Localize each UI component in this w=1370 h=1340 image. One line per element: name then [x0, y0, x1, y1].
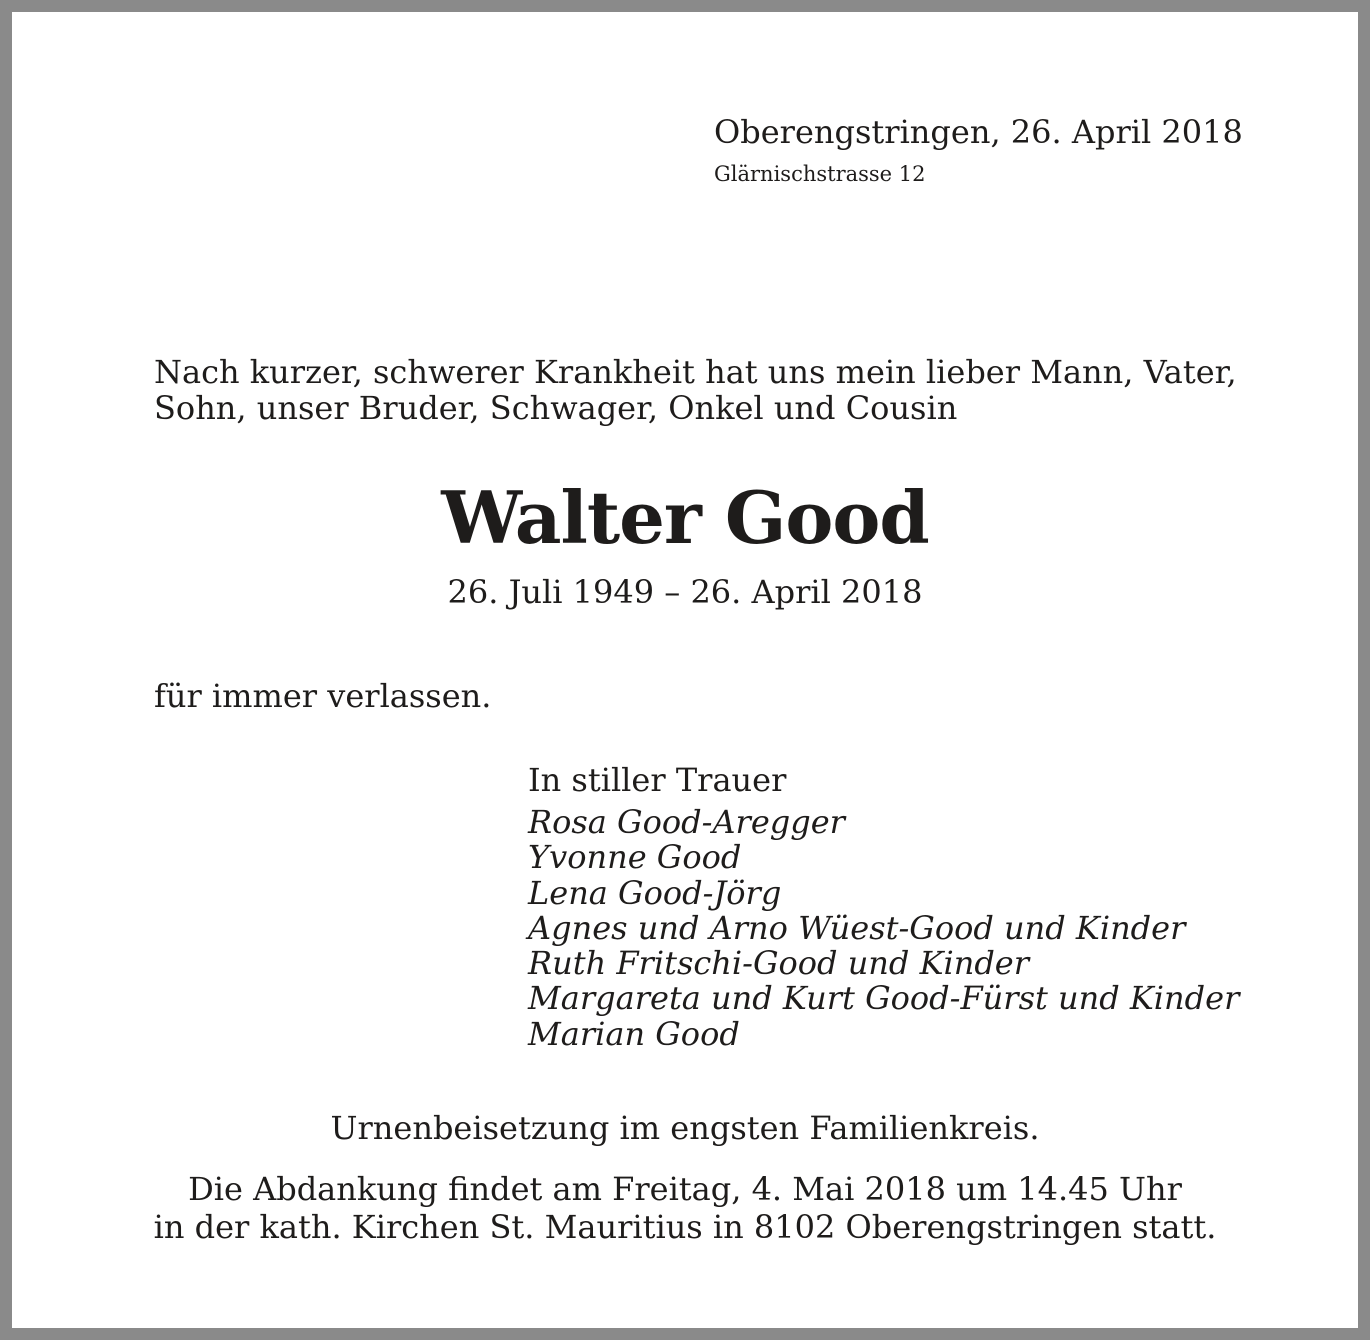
burial-note: Urnenbeisetzung im engsten Familienkreis.	[330, 1109, 1040, 1147]
mourner-name: Lena Good-Jörg	[528, 873, 782, 912]
deceased-name: Walter Good	[441, 475, 929, 560]
obituary-notice	[12, 12, 1358, 1328]
lifespan-dates: 26. Juli 1949 – 26. April 2018	[447, 573, 923, 611]
service-note	[12, 1170, 1358, 1246]
mourner-name: Rosa Good-Aregger	[528, 803, 845, 841]
mourners-list	[528, 805, 1239, 1052]
mourner-name: Margareta und Kurt Good-Fürst und Kinder	[528, 979, 1240, 1018]
address: Glärnischstrasse 12	[714, 162, 926, 186]
service-line: Die Abdankung findet am Freitag, 4. Mai 2018 um 14.45 Uhr	[188, 1170, 1182, 1208]
mourner-name: Marian Good	[528, 1014, 740, 1053]
mourning-label: In stiller Trauer	[528, 761, 787, 799]
place-date: Oberengstringen, 26. April 2018	[714, 113, 1243, 151]
intro-text	[154, 354, 1237, 426]
service-line: in der kath. Kirchen St. Mauritius in 8102 Oberengstringen statt.	[153, 1208, 1217, 1246]
intro-line: Nach kurzer, schwerer Krankheit hat uns mein lieber Mann, Vater,	[154, 353, 1237, 391]
closing-text: für immer verlassen.	[154, 677, 492, 715]
mourner-name: Agnes und Arno Wüest-Good und Kinder	[528, 908, 1186, 947]
mourner-name: Yvonne Good	[528, 838, 742, 877]
mourner-name: Ruth Fritschi-Good und Kinder	[528, 944, 1030, 983]
intro-line: Sohn, unser Bruder, Schwager, Onkel und Cousin	[154, 389, 958, 427]
